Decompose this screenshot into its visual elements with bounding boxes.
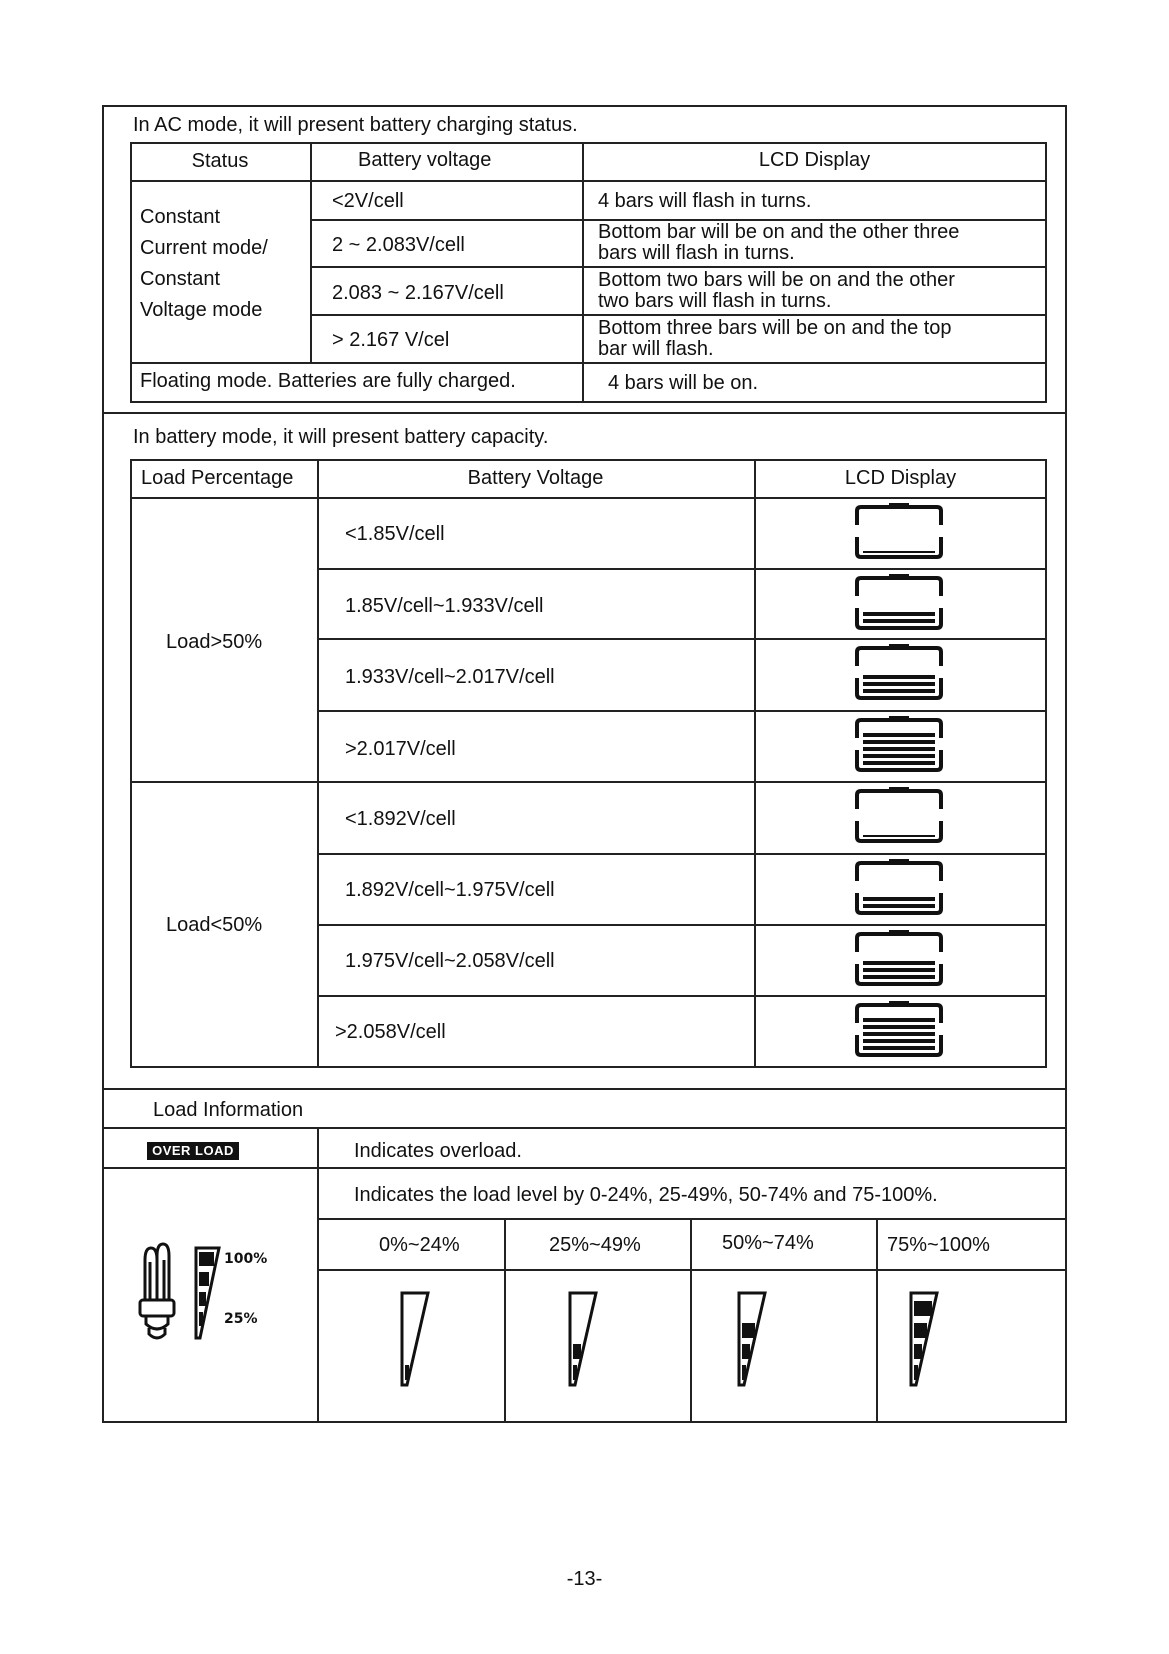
- load-meter-label-bottom: 25%: [224, 1311, 258, 1327]
- ac-row-lcd: two bars will flash in turns.: [598, 290, 832, 312]
- ac-row-lcd: Bottom bar will be on and the other three: [598, 221, 960, 243]
- battery-level-icon: [851, 857, 947, 919]
- ac-row-voltage: 2.083 ~ 2.167V/cell: [332, 282, 504, 304]
- battery-row-voltage: <1.85V/cell: [345, 523, 445, 545]
- lightbulb-icon: [136, 1242, 178, 1344]
- ac-row-voltage: <2V/cell: [332, 190, 404, 212]
- battery-level-icon: [851, 785, 947, 847]
- battery-row-voltage: 1.933V/cell~2.017V/cell: [345, 666, 555, 688]
- ac-row-voltage: > 2.167 V/cel: [332, 329, 450, 351]
- battery-header-voltage: Battery Voltage: [467, 467, 604, 489]
- ac-row-lcd: bars will flash in turns.: [598, 242, 795, 264]
- battery-row-voltage: >2.017V/cell: [345, 738, 456, 760]
- overload-badge: OVER LOAD: [147, 1142, 239, 1160]
- load-level-label: 50%~74%: [722, 1232, 814, 1254]
- load-meter-icon: [193, 1244, 223, 1340]
- ac-row-lcd: Bottom three bars will be on and the top: [598, 317, 952, 339]
- battery-level-icon: [851, 572, 947, 634]
- load-meter-label-top: 100%: [224, 1251, 268, 1267]
- ac-header-lcd: LCD Display: [758, 149, 871, 171]
- battery-header-load: Load Percentage: [141, 467, 294, 489]
- battery-row-voltage: 1.892V/cell~1.975V/cell: [345, 879, 555, 901]
- ac-floating-status: Floating mode. Batteries are fully charged.: [140, 370, 516, 392]
- ac-header-voltage: Battery voltage: [358, 149, 492, 171]
- load-level-text: Indicates the load level by 0-24%, 25-49%, 50-74% and 75-100%.: [354, 1184, 938, 1206]
- load-level-meter-icon: [398, 1289, 434, 1389]
- load-level-meter-icon: [566, 1289, 602, 1389]
- ac-floating-lcd: 4 bars will be on.: [608, 372, 759, 394]
- battery-row-voltage: 1.85V/cell~1.933V/cell: [345, 595, 544, 617]
- page-number: -13-: [566, 1568, 603, 1590]
- ac-row-lcd: bar will flash.: [598, 338, 714, 360]
- ac-row-lcd: 4 bars will flash in turns.: [598, 190, 812, 212]
- load-title: Load Information: [153, 1099, 304, 1121]
- battery-row-voltage: >2.058V/cell: [335, 1021, 446, 1043]
- battery-load-group: Load>50%: [166, 631, 263, 653]
- load-level-meter-icon: [907, 1289, 943, 1389]
- ac-status-line: Voltage mode: [140, 299, 263, 321]
- ac-header-status: Status: [191, 150, 249, 172]
- battery-level-icon: [851, 501, 947, 563]
- load-level-label: 75%~100%: [887, 1234, 990, 1256]
- load-level-meter-icon: [735, 1289, 771, 1389]
- load-level-label: 25%~49%: [549, 1234, 641, 1256]
- battery-row-voltage: 1.975V/cell~2.058V/cell: [345, 950, 555, 972]
- battery-level-icon: [851, 714, 947, 776]
- ac-row-voltage: 2 ~ 2.083V/cell: [332, 234, 465, 256]
- battery-level-icon: [851, 999, 947, 1061]
- load-level-label: 0%~24%: [379, 1234, 460, 1256]
- ac-status-line: Constant: [140, 268, 221, 290]
- overload-text: Indicates overload.: [354, 1140, 522, 1162]
- battery-header-lcd: LCD Display: [844, 467, 957, 489]
- battery-level-icon: [851, 928, 947, 990]
- battery-level-icon: [851, 642, 947, 704]
- ac-intro: In AC mode, it will present battery charging status.: [133, 114, 578, 136]
- ac-row-lcd: Bottom two bars will be on and the other: [598, 269, 955, 291]
- battery-intro: In battery mode, it will present battery capacity.: [133, 426, 549, 448]
- ac-status-line: Constant: [140, 206, 221, 228]
- ac-status-line: Current mode/: [140, 237, 268, 259]
- battery-row-voltage: <1.892V/cell: [345, 808, 456, 830]
- battery-load-group: Load<50%: [166, 914, 263, 936]
